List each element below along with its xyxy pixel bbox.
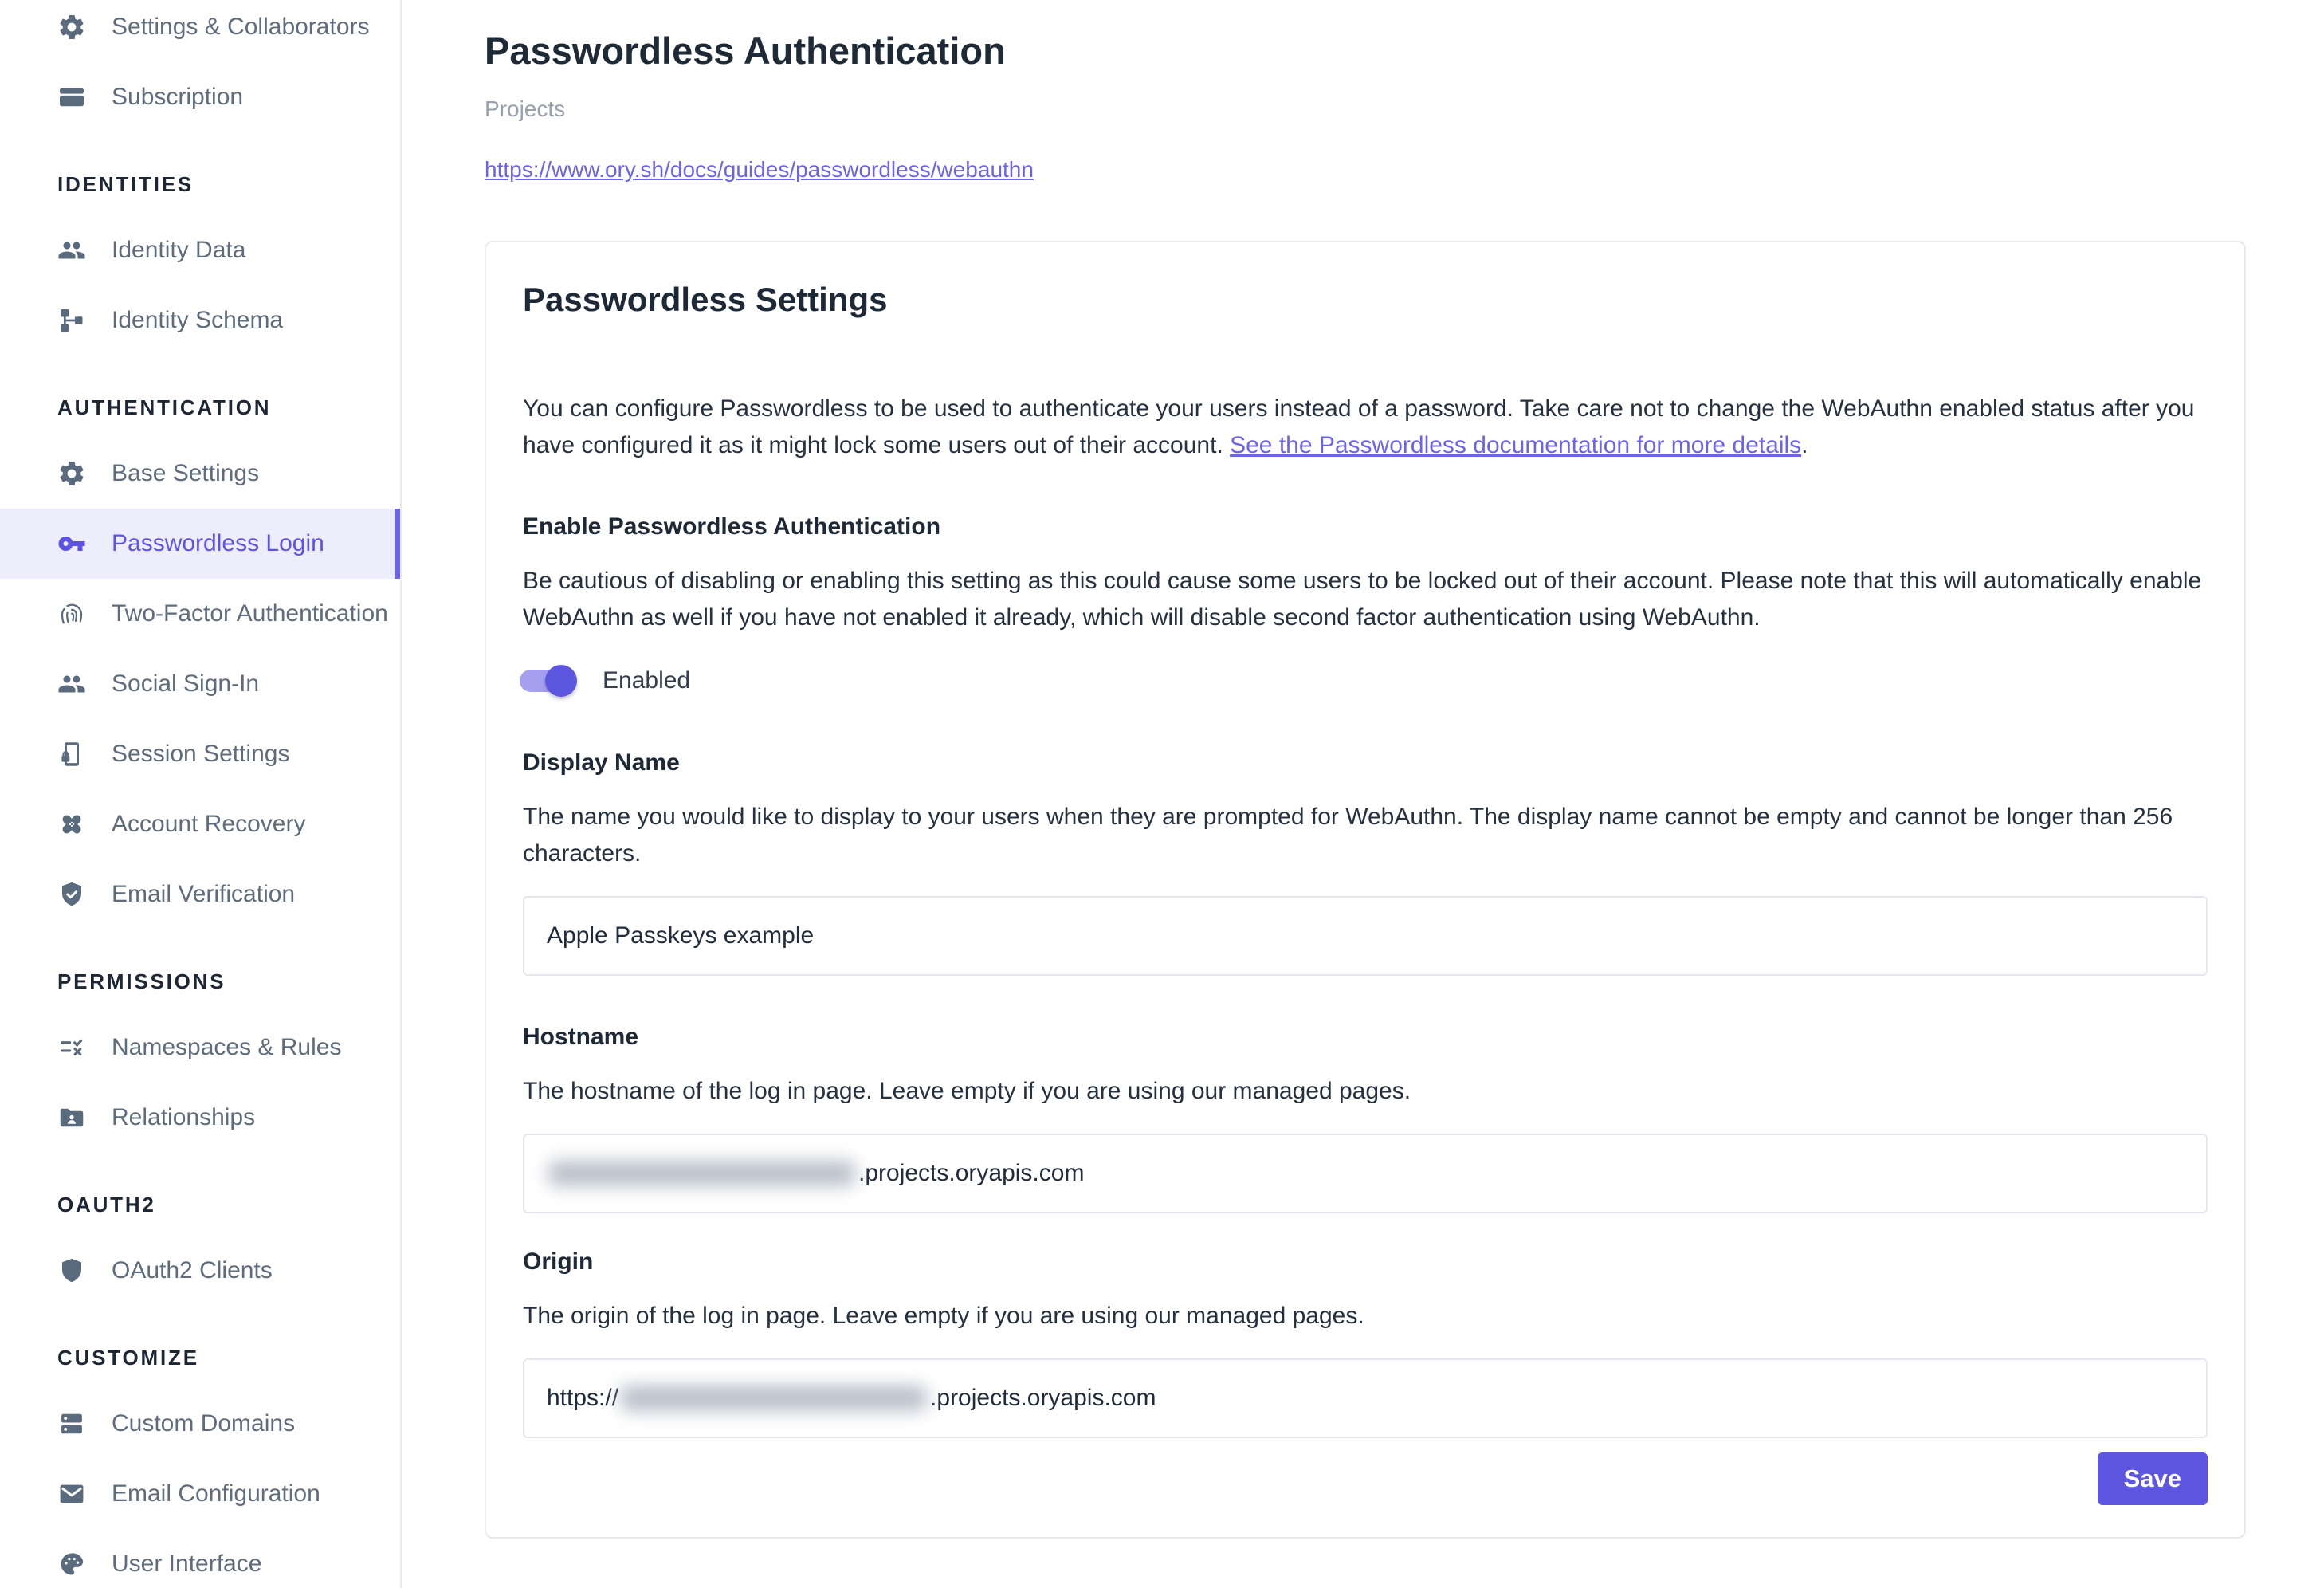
- settings-icon: [57, 13, 86, 41]
- key-icon: [57, 529, 86, 558]
- sidebar-item-label: Two-Factor Authentication: [112, 600, 388, 627]
- display-name-label: Display Name: [523, 749, 680, 776]
- main-content: [402, 0, 2324, 1588]
- redacted-origin-segment: [620, 1386, 927, 1411]
- sidebar-item-label: Identity Schema: [112, 307, 284, 333]
- sidebar-item-label: Session Settings: [112, 741, 290, 767]
- phone-lock-icon: [57, 740, 86, 768]
- enable-passwordless-description: Be cautious of disabling or enabling this setting as this could cause some users to be locked out of their account. Please note that this will automatically enable WebAuthn as well if you have not enabled it already, which will disable second factor authentication using WebAuthn.: [523, 568, 2202, 631]
- sidebar-section-header-authentication: AUTHENTICATION: [57, 395, 272, 419]
- sidebar-item-email-configuration[interactable]: [0, 1459, 400, 1529]
- credit-card-icon: [57, 83, 86, 112]
- sidebar-item-label: Email Verification: [112, 881, 296, 907]
- intro-paragraph: [523, 391, 2208, 464]
- display-name-input[interactable]: [523, 896, 2208, 976]
- passwordless-docs-link[interactable]: See the Passwordless documentation for more details: [1230, 432, 1802, 458]
- sidebar-item-namespaces-rules[interactable]: [0, 1012, 400, 1083]
- sidebar-item-user-interface[interactable]: [0, 1529, 400, 1588]
- sidebar-item-passwordless-login[interactable]: [0, 509, 400, 579]
- sidebar-item-label: Settings & Collaborators: [112, 14, 370, 40]
- sidebar-item-label: Email Configuration: [112, 1480, 320, 1507]
- sidebar-item-email-verification[interactable]: [0, 859, 400, 930]
- sidebar-section-header-customize: CUSTOMIZE: [57, 1345, 199, 1370]
- sidebar-item-label: Passwordless Login: [112, 530, 324, 556]
- sidebar-item-identity-schema[interactable]: [0, 285, 400, 356]
- mail-icon: [57, 1480, 86, 1508]
- people-icon: [57, 670, 86, 698]
- intro-text: You can configure Passwordless to be used to authenticate your users instead of a password. Take care not to change the WebAuthn enabled status after you have configured it as it might lock some users out of their account.: [523, 395, 2195, 458]
- origin-description: The origin of the log in page. Leave empty if you are using our managed pages.: [523, 1303, 1364, 1329]
- origin-label: Origin: [523, 1248, 594, 1275]
- hostname-label: Hostname: [523, 1024, 639, 1050]
- hostname-input[interactable]: [523, 1134, 2208, 1213]
- redacted-hostname-segment: [548, 1161, 855, 1186]
- bandage-icon: [57, 810, 86, 839]
- sidebar-item-account-recovery[interactable]: [0, 789, 400, 859]
- page-title: Passwordless Authentication: [485, 29, 1006, 72]
- sidebar-item-label: Custom Domains: [112, 1410, 296, 1437]
- sidebar-nav: [0, 0, 400, 1588]
- origin-prefix: https://: [547, 1385, 619, 1411]
- enable-toggle-row: [523, 663, 2208, 698]
- sidebar-item-session-settings[interactable]: [0, 719, 400, 789]
- sidebar-section-header-identities: IDENTITIES: [57, 171, 194, 196]
- sidebar-item-relationships[interactable]: [0, 1083, 400, 1153]
- sidebar-item-custom-domains[interactable]: [0, 1389, 400, 1459]
- origin-suffix: .projects.oryapis.com: [930, 1385, 1156, 1411]
- sidebar-item-label: Identity Data: [112, 237, 246, 263]
- sidebar-item-oauth2-clients[interactable]: [0, 1236, 400, 1306]
- sidebar-item-label: Namespaces & Rules: [112, 1034, 342, 1060]
- palette-icon: [57, 1550, 86, 1578]
- hostname-description: The hostname of the log in page. Leave empty if you are using our managed pages.: [523, 1078, 1411, 1104]
- sidebar-item-label: Social Sign-In: [112, 670, 260, 697]
- card-title: Passwordless Settings: [523, 281, 888, 318]
- passwordless-settings-card: [485, 241, 2246, 1539]
- sidebar-item-two-factor-authentication[interactable]: [0, 579, 400, 649]
- sidebar-section-header-permissions: PERMISSIONS: [57, 969, 226, 993]
- sidebar-item-social-sign-in[interactable]: [0, 649, 400, 719]
- toggle-state-label: Enabled: [603, 667, 691, 694]
- display-name-value: Apple Passkeys example: [547, 922, 815, 949]
- people-icon: [57, 236, 86, 265]
- sidebar-item-base-settings[interactable]: [0, 438, 400, 509]
- display-name-description: The name you would like to display to your users when they are prompted for WebAuthn. The display name cannot be empty and cannot be longer than 256 characters.: [523, 804, 2173, 867]
- enable-passwordless-label: Enable Passwordless Authentication: [523, 513, 941, 540]
- schema-icon: [57, 306, 86, 335]
- sidebar-item-subscription[interactable]: [0, 62, 400, 132]
- sidebar-item-settings-collaborators[interactable]: [0, 0, 400, 62]
- sidebar-item-label: Relationships: [112, 1104, 256, 1130]
- toggle-knob: [545, 665, 577, 697]
- sidebar-item-identity-data[interactable]: [0, 215, 400, 285]
- dns-icon: [57, 1409, 86, 1438]
- settings-icon: [57, 459, 86, 488]
- sidebar-item-label: Subscription: [112, 84, 244, 110]
- hostname-suffix: .projects.oryapis.com: [858, 1160, 1085, 1186]
- folder-user-icon: [57, 1103, 86, 1132]
- rules-icon: [57, 1033, 86, 1062]
- passwordless-toggle[interactable]: [520, 670, 574, 692]
- shield-check-icon: [57, 880, 86, 909]
- breadcrumb: Projects: [485, 96, 566, 121]
- save-button[interactable]: Save: [2098, 1452, 2208, 1505]
- shield-icon: [57, 1256, 86, 1285]
- sidebar-item-label: User Interface: [112, 1551, 262, 1577]
- intro-text-end: .: [1801, 432, 1808, 458]
- origin-input[interactable]: [523, 1358, 2208, 1438]
- fingerprint-icon: [57, 599, 86, 628]
- sidebar-item-label: OAuth2 Clients: [112, 1257, 273, 1283]
- save-row: [523, 1452, 2208, 1505]
- sidebar: [0, 0, 402, 1588]
- sidebar-section-header-oauth2: OAUTH2: [57, 1192, 156, 1217]
- webauthn-docs-link[interactable]: https://www.ory.sh/docs/guides/passwordless/webauthn: [485, 157, 1034, 182]
- sidebar-item-label: Base Settings: [112, 460, 260, 486]
- sidebar-item-label: Account Recovery: [112, 811, 306, 837]
